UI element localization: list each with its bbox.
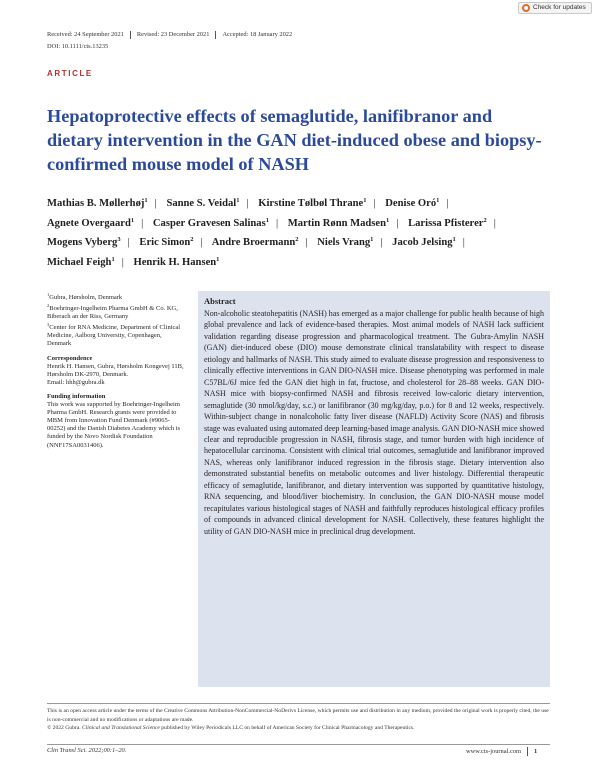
license-notice bbox=[47, 707, 552, 733]
author-affiliation-mark: 2 bbox=[295, 236, 299, 244]
author-name-text: Denise Oró bbox=[385, 198, 437, 209]
author-name bbox=[47, 237, 121, 248]
author-affiliation-mark: 2 bbox=[483, 216, 487, 224]
date-separator bbox=[130, 31, 131, 39]
crossmark-icon bbox=[522, 4, 530, 12]
affiliation bbox=[47, 294, 185, 302]
correspondence-heading: Correspondence bbox=[47, 354, 93, 362]
journal-name: Clinical and Translational Science bbox=[82, 725, 160, 732]
affiliation-text: Center for RNA Medicine, Department of Clinical Medicine, Aalborg University, Copenhagen, Denmark bbox=[47, 324, 181, 348]
copyright-line bbox=[47, 724, 552, 733]
author-name bbox=[212, 237, 299, 248]
funding-heading: Funding information bbox=[47, 392, 106, 400]
author-name bbox=[47, 257, 115, 268]
author-name bbox=[47, 218, 134, 229]
affiliation bbox=[47, 305, 185, 321]
journal-url[interactable]: www.cts-journal.com bbox=[466, 748, 521, 755]
footer-citation: Clin Transl Sci. 2022;00:1–20. bbox=[47, 747, 127, 754]
affiliation-text: Boehringer-Ingelheim Pharma GmbH & Co. KG, Biberach an der Riss, Germany bbox=[47, 305, 178, 321]
author-affiliation-mark: 1 bbox=[130, 216, 135, 224]
affiliation-text: Gubra, Hørsholm, Denmark bbox=[49, 294, 123, 301]
check-for-updates-label: Check for updates bbox=[533, 4, 586, 11]
author-separator: | bbox=[373, 198, 376, 209]
author-name bbox=[258, 198, 366, 209]
author-affiliation-mark: 3 bbox=[117, 236, 121, 244]
author-name-text: Andre Broermann bbox=[211, 237, 296, 249]
revised-date: Revised: 23 December 2021 bbox=[136, 31, 210, 38]
author-separator: | bbox=[305, 237, 308, 249]
author-separator: | bbox=[246, 198, 249, 209]
sidebar-info bbox=[47, 294, 185, 450]
author-separator: | bbox=[154, 198, 157, 209]
author-name-text: Jacob Jelsing bbox=[392, 237, 453, 249]
author-separator: | bbox=[141, 217, 144, 229]
abstract-heading: Abstract bbox=[204, 296, 236, 306]
author-affiliation-mark: 1 bbox=[452, 236, 456, 244]
author-list bbox=[47, 194, 557, 272]
affiliation-list bbox=[47, 294, 185, 349]
author-name-text: Mogens Vyberg bbox=[47, 237, 118, 249]
author-separator: | bbox=[446, 198, 449, 209]
abstract-box bbox=[198, 291, 550, 687]
author-affiliation-mark: 2 bbox=[190, 236, 194, 244]
author-separator: | bbox=[493, 217, 496, 229]
author-name bbox=[408, 218, 487, 229]
author-name bbox=[47, 198, 148, 209]
author-separator: | bbox=[127, 237, 130, 249]
footer-divider bbox=[47, 744, 550, 745]
received-date: Received: 24 September 2021 bbox=[47, 31, 124, 38]
check-for-updates-badge[interactable] bbox=[518, 2, 592, 14]
author-affiliation-mark: 1 bbox=[144, 197, 148, 204]
affiliation-mark: 2 bbox=[47, 303, 50, 309]
article-dates bbox=[47, 31, 292, 39]
author-name-text: Niels Vrang bbox=[317, 237, 371, 249]
accepted-date: Accepted: 18 January 2022 bbox=[222, 31, 293, 38]
author-name-text: Sanne S. Veidal bbox=[166, 198, 237, 209]
author-name bbox=[317, 237, 373, 248]
footer-right bbox=[466, 747, 537, 756]
author-name-text: Henrik H. Hansen bbox=[133, 256, 217, 268]
affiliation bbox=[47, 324, 185, 348]
author-name bbox=[392, 237, 456, 248]
author-separator: | bbox=[380, 237, 383, 249]
copyright-prefix: © 2022 Gubra. bbox=[47, 725, 83, 732]
author-name-text: Casper Gravesen Salinas bbox=[152, 217, 266, 229]
author-name bbox=[385, 198, 439, 209]
author-affiliation-mark: 1 bbox=[236, 197, 240, 204]
author-name bbox=[133, 257, 219, 268]
author-separator: | bbox=[200, 237, 203, 249]
author-name bbox=[288, 218, 390, 229]
section-label: ARTICLE bbox=[47, 69, 93, 78]
author-affiliation-mark: 1 bbox=[265, 216, 269, 224]
doi[interactable]: DOI: 10.1111/cts.13235 bbox=[47, 43, 109, 50]
author-separator: | bbox=[121, 256, 124, 268]
page-number: 1 bbox=[533, 748, 538, 755]
author-name-text: Larissa Pfisterer bbox=[408, 217, 484, 229]
author-affiliation-mark: 1 bbox=[436, 197, 440, 204]
author-name-text: Kirstine Tølbøl Thrane bbox=[258, 198, 364, 209]
author-separator: | bbox=[462, 237, 465, 249]
date-separator bbox=[215, 31, 216, 39]
author-name bbox=[139, 237, 193, 248]
funding-text: This work was supported by Boehringer-Ingelheim Pharma GmbH. Research grants were provided to MBM from Innovation Fund Denmark (#9065-00252) and the Danish Diabetes Academy which is funded by the Novo Nordisk Foundation (NNF17SA0031406). bbox=[47, 401, 181, 449]
author-name-text: Mathias B. Møllerhøj bbox=[47, 198, 145, 209]
article-title: Hepatoprotective effects of semaglutide, lanifibranor and dietary intervention in the GAN diet-induced obese and biopsy-confirmed mouse model of NASH bbox=[47, 106, 542, 174]
author-affiliation-mark: 1 bbox=[111, 255, 115, 263]
author-separator: | bbox=[275, 217, 279, 229]
correspondence-text: Henrik H. Hansen, Gubra, Hørsholm Kongevej 11B, Hørsholm DK-2970, Denmark. bbox=[47, 362, 184, 378]
divider bbox=[47, 703, 550, 704]
abstract-text: Non-alcoholic steatohepatitis (NASH) has emerged as a major challenge for public health because of high global prevalence and lack of evidence-based therapies. Most animal models of NASH lack sufficient validation regarding disease progression and pharmacological treatment. The Gubra-Amylin NASH (GAN) diet-induced obese (DIO) mouse demonstrate clinical translatability with respect to disease etiology and hallmarks of NASH. This study aimed to evaluate disease progression and responsiveness to clinically effective interventions in GAN DIO-NASH mice. Disease phenotyping was performed in male C57BL/6J mice fed the GAN diet high in fat, fructose, and cholesterol for 28–88 weeks. GAN DIO-NASH mice with biopsy-confirmed NASH and fibrosis received low-caloric dietary intervention, semaglutide (30 nmol/kg/day, s.c.) or lanifibranor (30 mg/kg/day, p.o.) for 8 and 12 weeks, respectively. Within-subject change in nonalcoholic fatty liver disease (NAFLD) Activity Score (NAS) and fibrosis stage was evaluated using automated deep learning-based image analysis. GAN DIO-NASH mice showed clear and reproducible progression in NASH, fibrosis stage, and tumor burden with high incidence of hepatocellular carcinoma. Consistent with clinical trial outcomes, semaglutide and lanifibranor improved NAS, whereas only lanifibranor induced regression in the fibrosis stage. Dietary intervention also demonstrated substantial benefits on metabolic outcomes and liver histology. Differential therapeutic efficacy of semaglutide, lanifibranor, and dietary intervention was supported by quantitative histology, RNA sequencing, and blood/liver biochemistry. In conclusion, the GAN DIO-NASH mouse model recapitulates various histological stages of NASH and faithfully reproduces histological efficacy profiles of compounds in advanced clinical development for NASH. Collectively, these features highlight the utility of GAN DIO-NASH mice in preclinical drug development. bbox=[204, 309, 544, 536]
affiliation-mark: 1 bbox=[47, 292, 50, 297]
footer-separator bbox=[527, 747, 528, 756]
license-text: This is an open access article under the terms of the Creative Commons Attribution-NonCommercial-NoDerivs License, which permits use and distribution in any medium, provided the original work is properly cited, the use is non-commercial and no modifications or adaptations are made. bbox=[47, 708, 549, 723]
author-name-text: Martin Rønn Madsen bbox=[287, 217, 387, 229]
author-affiliation-mark: 1 bbox=[216, 255, 220, 263]
author-name bbox=[153, 218, 269, 229]
author-name-text: Agnete Overgaard bbox=[47, 217, 131, 229]
author-affiliation-mark: 1 bbox=[363, 197, 367, 204]
affiliation-mark: 3 bbox=[47, 322, 50, 328]
author-name-text: Eric Simon bbox=[139, 237, 191, 249]
author-affiliation-mark: 1 bbox=[386, 216, 390, 224]
correspondence-email[interactable]: Email: hhh@gubra.dk bbox=[47, 378, 105, 386]
author-separator: | bbox=[396, 217, 399, 229]
author-name-text: Michael Feigh bbox=[47, 256, 112, 268]
author-name bbox=[166, 198, 239, 209]
author-affiliation-mark: 1 bbox=[370, 236, 374, 244]
copyright-suffix: published by Wiley Periodicals LLC on behalf of American Society for Clinical Pharmacology and Therapeutics. bbox=[159, 725, 415, 732]
